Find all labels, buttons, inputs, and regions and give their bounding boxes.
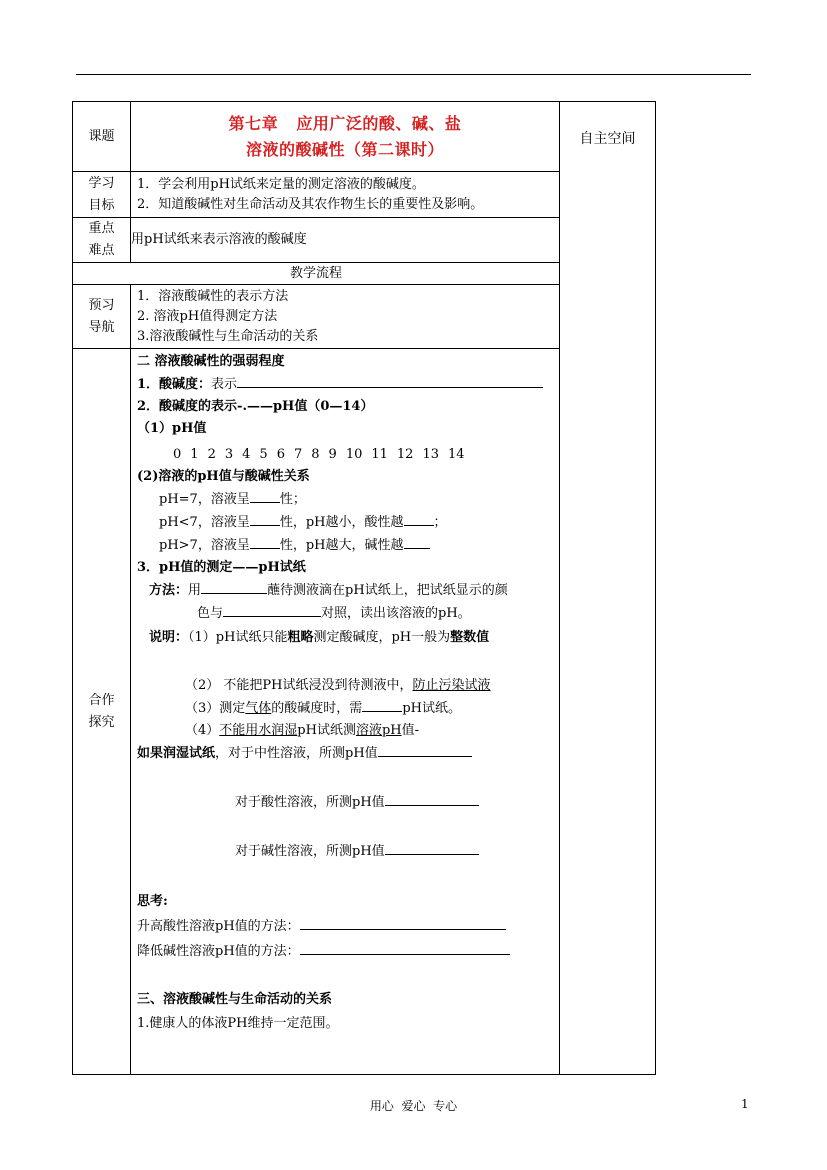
ph-scale-mark: 14 — [448, 447, 465, 462]
flow-heading: 教学流程 — [73, 263, 560, 285]
preview-item: 3.溶液酸碱性与生命活动的关系 — [137, 328, 319, 344]
ph-scale-mark: 10 — [345, 447, 363, 462]
section3-title: 三、溶液酸碱性与生命活动的关系 — [137, 992, 333, 1007]
blank-line — [378, 742, 472, 757]
preview-item: 2. 溶液pH值得测定方法 — [137, 308, 278, 324]
ph-test-heading: 3．pH值的测定——pH试纸 — [137, 560, 306, 575]
ph-scale-mark: 9 — [328, 447, 337, 462]
header-rule — [76, 74, 751, 75]
wet-basic: 对于碱性溶液，所测pH值 — [137, 840, 559, 863]
title-line-1: 第七章 应用广泛的酸、碱、盐 — [228, 113, 462, 133]
relation-neutral: pH=7，溶液呈 性； — [137, 488, 559, 511]
blank-line — [300, 915, 506, 930]
page-number: 1 — [741, 1097, 749, 1111]
footer-motto: 用心 爱心 专心 — [369, 1099, 458, 1113]
think-item-2: 降低碱性溶液pH值的方法： — [137, 940, 559, 963]
cooperation-content — [131, 349, 560, 1075]
blank-line — [385, 840, 479, 855]
blank-line — [404, 534, 430, 549]
note-line-4: （4）不能用水润湿pH试纸测溶液pH值- — [185, 723, 420, 738]
ph-scale-mark: 12 — [396, 447, 414, 462]
self-space-label: 自主空间 — [560, 102, 656, 1075]
ph-scale-mark: 13 — [422, 447, 439, 462]
ph-value-heading: （1）pH值 — [137, 421, 207, 436]
blank-line — [404, 511, 434, 526]
acidity-representation: 2．酸碱度的表示-.——pH值（0—14） — [137, 399, 374, 414]
ph-scale-mark: 2 — [207, 447, 216, 462]
blank-line — [385, 791, 479, 806]
ph-scale-mark: 6 — [276, 447, 285, 462]
relation-acidic: pH<7，溶液呈 性，pH越小，酸性越 ； — [137, 511, 559, 534]
ph-scale-mark: 11 — [371, 447, 388, 462]
think-item-1: 升高酸性溶液pH值的方法： — [137, 915, 559, 938]
wet-acidic: 对于酸性溶液，所测pH值 — [137, 791, 559, 814]
preview-content — [131, 285, 560, 349]
ph-scale-mark: 1 — [190, 447, 199, 462]
title-line-2: 溶液的酸碱性（第二课时） — [245, 139, 444, 159]
note-line-2: （2） 不能把PH试纸浸没到待测液中，防止污染试液 — [185, 678, 491, 693]
wet-neutral: 如果润湿试纸，对于中性溶液，所测pH值 — [137, 742, 559, 765]
objectives-content — [131, 172, 560, 218]
blank-line — [250, 511, 280, 526]
ph-scale-mark: 8 — [311, 447, 320, 462]
ph-scale-mark: 5 — [259, 447, 268, 462]
blank-line — [250, 488, 280, 503]
ph-scale-mark: 4 — [242, 447, 251, 462]
blank-line — [201, 579, 267, 594]
relation-basic: pH>7，溶液呈 性，pH越大，碱性越 — [137, 534, 559, 557]
blank-line — [237, 373, 543, 388]
method-line-2: 色与 对照，读出该溶液的pH。 — [137, 602, 559, 625]
cooperation-label: 合作探究 — [73, 349, 131, 1075]
lesson-plan-table — [72, 101, 656, 1075]
think-title: 思考: — [137, 894, 168, 909]
ph-scale — [137, 444, 559, 466]
method-line-1: 方法：用 蘸待测液滴在pH试纸上，把试纸显示的颜 — [137, 579, 559, 602]
objective-item: 1．学会利用pH试纸来定量的测定溶液的酸碱度。 — [137, 176, 425, 192]
objectives-label: 学习目标 — [73, 172, 131, 218]
section2-title: 二 溶液酸碱性的强弱程度 — [137, 354, 285, 369]
blank-line — [250, 534, 280, 549]
objective-item: 2．知道酸碱性对生命活动及其农作物生长的重要性及影响。 — [137, 196, 484, 212]
key-points-text: 用pH试纸来表示溶液的酸碱度 — [131, 218, 560, 263]
blank-line — [362, 697, 402, 712]
title-row — [73, 102, 656, 172]
ph-relation-heading: (2)溶液的pH值与酸碱性关系 — [137, 469, 310, 484]
blank-line — [300, 940, 510, 955]
blank-line — [223, 602, 321, 617]
acidity-definition: 1．酸碱度：表示 — [137, 373, 559, 396]
preview-label: 预习导航 — [73, 285, 131, 349]
note-line-3: （3）测定气体的酸碱度时，需 pH试纸。 — [137, 697, 559, 720]
preview-item: 1．溶液酸碱性的表示方法 — [137, 288, 289, 304]
key-points-label: 重点难点 — [73, 218, 131, 263]
page-title — [131, 102, 560, 172]
ph-scale-mark: 3 — [224, 447, 234, 462]
ph-scale-mark: 0 — [173, 447, 182, 462]
note-line-1: 说明：（1）pH试纸只能粗略测定酸碱度，pH一般为整数值 — [149, 630, 490, 645]
ph-scale-mark: 7 — [293, 447, 303, 462]
section3-item-1: 1.健康人的体液PH维持一定范围。 — [137, 1016, 339, 1031]
topic-label: 课题 — [73, 102, 131, 172]
